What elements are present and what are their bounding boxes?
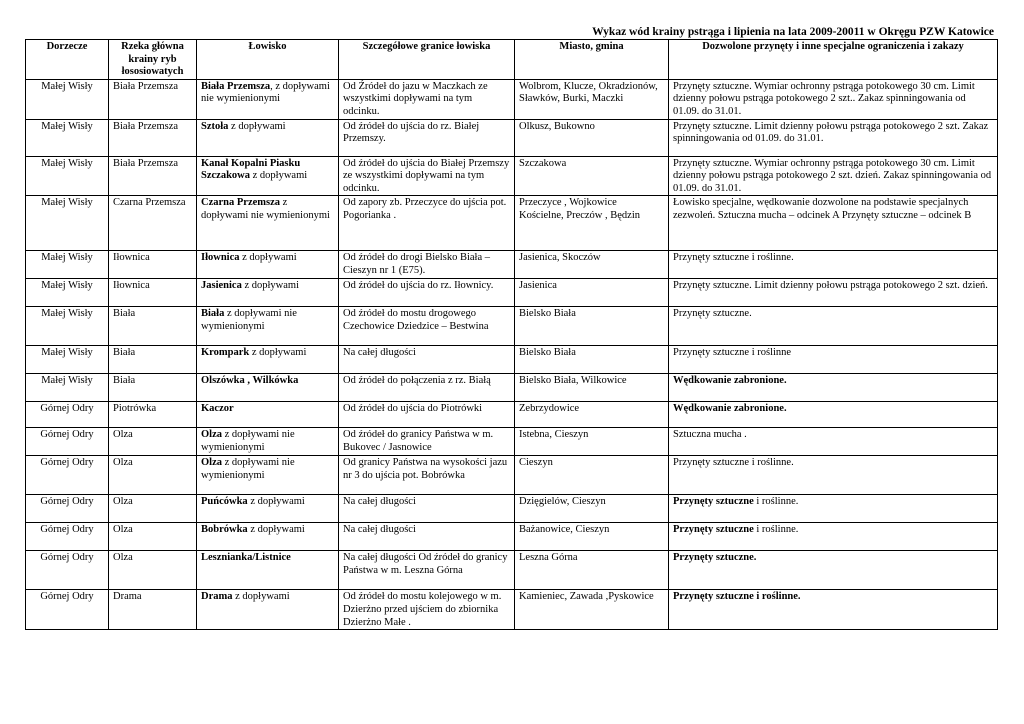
header-rules: Dozwolone przynęty i inne specjalne ograniczenia i zakazy: [669, 40, 998, 80]
fishery-cell: [197, 428, 339, 456]
basin-text: Górnej Odry: [40, 429, 94, 441]
fishery-bold-text: Jasienica: [201, 280, 242, 292]
table-row: [26, 346, 998, 374]
city-text: Dzięgielów, Cieszyn: [519, 496, 606, 508]
fishery-text: z dopływami: [239, 252, 297, 264]
basin-cell: [26, 119, 109, 156]
basin-cell: [26, 251, 109, 279]
rules-bold-text: Wędkowanie zabronione.: [673, 375, 787, 387]
basin-cell: [26, 156, 109, 196]
header-basin: Dorzecze: [26, 40, 109, 80]
basin-text: Małej Wisły: [41, 197, 93, 209]
basin-text: Małej Wisły: [41, 375, 93, 387]
fishery-bold-text: Iłownica: [201, 252, 240, 264]
fishery-cell: [197, 119, 339, 156]
river-text: Biała Przemsza: [113, 120, 179, 132]
rules-cell: [669, 523, 998, 551]
rules-text: Przynęty sztuczne i roślinne: [673, 347, 792, 359]
fishery-text: z dopływami: [247, 496, 305, 508]
basin-cell: [26, 495, 109, 523]
table-row: [26, 307, 998, 346]
river-text: Olza: [113, 457, 133, 469]
river-cell: [109, 374, 197, 402]
table-row: [26, 456, 998, 495]
city-cell: [515, 495, 669, 523]
boundaries-cell: [339, 402, 515, 428]
city-cell: [515, 251, 669, 279]
city-cell: [515, 196, 669, 251]
river-text: Olza: [113, 524, 133, 536]
rules-text: i roślinne.: [753, 496, 799, 508]
city-cell: [515, 307, 669, 346]
rules-bold-text: Przynęty sztuczne i roślinne.: [673, 591, 801, 603]
boundaries-text: Od źródeł do mostu drogowego Czechowice Dziedzice – Bestwina: [343, 308, 489, 332]
basin-text: Małej Wisły: [41, 347, 93, 359]
basin-cell: [26, 402, 109, 428]
rules-text: Przynęty sztuczne i roślinne.: [673, 252, 794, 264]
river-text: Drama: [113, 591, 142, 603]
fishery-cell: [197, 196, 339, 251]
river-cell: [109, 279, 197, 307]
river-cell: [109, 495, 197, 523]
river-cell: [109, 307, 197, 346]
fishing-waters-table: [25, 39, 998, 630]
river-cell: [109, 119, 197, 156]
river-cell: [109, 346, 197, 374]
boundaries-text: Na całej długości: [343, 347, 416, 359]
fishery-bold-text: Czarna Przemsza: [201, 197, 281, 209]
fishery-cell: [197, 402, 339, 428]
fishery-text: z dopływami nie wymienionymi: [201, 429, 295, 453]
fishery-bold-text: Bobrówka: [201, 524, 248, 536]
boundaries-cell: [339, 523, 515, 551]
city-text: Bielsko Biała: [519, 347, 576, 359]
fishery-bold-text: Kaczor: [201, 403, 234, 415]
basin-text: Górnej Odry: [40, 496, 94, 508]
city-text: Jasienica, Skoczów: [519, 252, 601, 264]
fishery-bold-text: Olszówka , Wilkówka: [201, 375, 299, 387]
rules-text: Łowisko specjalne, wędkowanie dozwolone na podstawie specjalnych zezwoleń. Sztuczna mucha – odcinek A Przynęty sztuczne – odcinek B: [673, 197, 972, 221]
boundaries-cell: [339, 590, 515, 630]
fishery-cell: [197, 279, 339, 307]
river-cell: [109, 402, 197, 428]
basin-text: Małej Wisły: [41, 252, 93, 264]
fishery-text: z dopływami: [249, 347, 307, 359]
basin-text: Górnej Odry: [40, 552, 94, 564]
table-row: [26, 523, 998, 551]
header-main-river: Rzeka główna krainy ryb łososiowatych: [109, 40, 197, 80]
basin-cell: [26, 307, 109, 346]
boundaries-cell: [339, 307, 515, 346]
rules-cell: [669, 79, 998, 119]
rules-cell: [669, 346, 998, 374]
table-row: [26, 495, 998, 523]
fishery-cell: [197, 590, 339, 630]
header-boundaries: Szczegółowe granice łowiska: [339, 40, 515, 80]
fishery-bold-text: Sztoła: [201, 120, 229, 132]
river-text: Iłownica: [113, 280, 150, 292]
rules-text: Przynęty sztuczne.: [673, 308, 752, 320]
river-cell: [109, 156, 197, 196]
river-text: Biała Przemsza: [113, 80, 179, 92]
basin-text: Górnej Odry: [40, 457, 94, 469]
rules-cell: [669, 119, 998, 156]
river-text: Biała: [113, 308, 136, 320]
boundaries-text: Od Źródeł do jazu w Maczkach ze wszystkimi dopływami na tym odcinku.: [343, 80, 488, 117]
boundaries-text: Na całej długości: [343, 496, 416, 508]
boundaries-text: Od źródeł do ujścia do Piotrówki: [343, 403, 483, 415]
city-cell: [515, 79, 669, 119]
fishery-text: z dopływami: [232, 591, 290, 603]
river-cell: [109, 590, 197, 630]
rules-cell: [669, 307, 998, 346]
city-text: Istebna, Cieszyn: [519, 429, 589, 441]
boundaries-text: Od źródeł do ujścia do Białej Przemszy ze wszystkimi dopływami na tym odcinku.: [343, 157, 510, 194]
boundaries-cell: [339, 119, 515, 156]
fishery-cell: [197, 307, 339, 346]
fishery-cell: [197, 346, 339, 374]
fishery-cell: [197, 551, 339, 590]
fishery-bold-text: Krompark: [201, 347, 250, 359]
document-title: Wykaz wód krainy pstrąga i lipienia na lata 2009-20011 w Okręgu PZW Katowice: [592, 26, 994, 38]
rules-bold-text: Wędkowanie zabronione.: [673, 403, 787, 415]
city-cell: [515, 456, 669, 495]
rules-text: Przynęty sztuczne. Limit dzienny połowu pstrąga potokowego 2 szt. dzień.: [673, 280, 988, 292]
fishery-bold-text: Lesznianka/Listnice: [201, 552, 291, 564]
rules-cell: [669, 251, 998, 279]
city-cell: [515, 590, 669, 630]
city-cell: [515, 551, 669, 590]
city-text: Przeczyce , Wojkowice Kościelne, Preczów , Będzin: [519, 197, 641, 221]
basin-text: Małej Wisły: [41, 120, 93, 132]
river-cell: [109, 456, 197, 495]
rules-bold-text: Przynęty sztuczne: [673, 524, 754, 536]
table-row: [26, 374, 998, 402]
city-text: Bielsko Biała: [519, 308, 576, 320]
basin-cell: [26, 523, 109, 551]
rules-text: Przynęty sztuczne. Limit dzienny połowu pstrąga potokowego 2 szt. Zakaz spinningowania od 01.09. do 31.01.: [673, 120, 989, 145]
city-cell: [515, 374, 669, 402]
fishery-cell: [197, 79, 339, 119]
basin-text: Górnej Odry: [40, 524, 94, 536]
rules-cell: [669, 196, 998, 251]
boundaries-cell: [339, 346, 515, 374]
table-row: [26, 551, 998, 590]
rules-cell: [669, 402, 998, 428]
boundaries-text: Na całej długości: [343, 524, 416, 536]
river-cell: [109, 79, 197, 119]
city-cell: [515, 119, 669, 156]
fishery-bold-text: Puńcówka: [201, 496, 248, 508]
basin-cell: [26, 456, 109, 495]
city-cell: [515, 346, 669, 374]
rules-cell: [669, 428, 998, 456]
table-row: [26, 251, 998, 279]
fishery-bold-text: Biała: [201, 308, 225, 320]
table-row: [26, 196, 998, 251]
boundaries-text: Od zapory zb. Przeczyce do ujścia pot. Pogorianka .: [343, 197, 507, 221]
boundaries-cell: [339, 495, 515, 523]
fishery-bold-text: Biała Przemsza: [201, 80, 271, 92]
rules-cell: [669, 495, 998, 523]
table-row: [26, 402, 998, 428]
city-text: Kamieniec, Zawada ,Pyskowice: [519, 591, 654, 603]
fishery-cell: [197, 456, 339, 495]
city-text: Zebrzydowice: [519, 403, 580, 415]
fishery-cell: [197, 374, 339, 402]
table-header-row: [26, 40, 998, 80]
boundaries-cell: [339, 79, 515, 119]
basin-text: Małej Wisły: [41, 157, 93, 169]
basin-cell: [26, 428, 109, 456]
river-text: Biała: [113, 375, 136, 387]
fishery-text: z dopływami: [250, 170, 308, 182]
fishery-cell: [197, 156, 339, 196]
basin-cell: [26, 374, 109, 402]
basin-cell: [26, 279, 109, 307]
fishery-cell: [197, 495, 339, 523]
rules-cell: [669, 279, 998, 307]
boundaries-text: Od źródeł do ujścia do rz. Iłownicy.: [343, 280, 494, 292]
river-text: Iłownica: [113, 252, 150, 264]
boundaries-text: Od źródeł do połączenia z rz. Białą: [343, 375, 491, 387]
table-row: [26, 590, 998, 630]
fishery-bold-text: Drama: [201, 591, 233, 603]
boundaries-cell: [339, 428, 515, 456]
boundaries-text: Od źródeł do drogi Bielsko Biała –Cieszyn nr 1 (E75).: [343, 252, 490, 276]
rules-text: i roślinne.: [753, 524, 799, 536]
fishery-bold-text: Olza: [201, 457, 222, 469]
river-text: Piotrówka: [113, 403, 157, 415]
table-row: [26, 279, 998, 307]
fishery-text: , z dopływami nie wymienionymi: [201, 80, 330, 105]
fishery-text: z dopływami: [228, 120, 286, 132]
boundaries-cell: [339, 196, 515, 251]
river-text: Czarna Przemsza: [113, 197, 186, 209]
basin-text: Małej Wisły: [41, 80, 93, 92]
rules-text: Przynęty sztuczne. Wymiar ochronny pstrąga potokowego 30 cm. Limit dzienny połowu pstrąga potokowego 2 szt. dzień. Zakaz spinningowania od 01.09. do 31.01.: [673, 157, 992, 194]
table-body: [26, 79, 998, 629]
city-text: Szczakowa: [519, 157, 567, 169]
rules-text: Przynęty sztuczne. Wymiar ochronny pstrąga potokowego 30 cm. Limit dzienny połowu pstrąga potokowego 2 szt.. Zakaz spinningowania od 01.09. do 31.01.: [673, 80, 975, 117]
river-text: Olza: [113, 496, 133, 508]
river-text: Biała: [113, 347, 136, 359]
basin-cell: [26, 590, 109, 630]
city-cell: [515, 428, 669, 456]
city-cell: [515, 279, 669, 307]
basin-cell: [26, 196, 109, 251]
city-text: Bielsko Biała, Wilkowice: [519, 375, 627, 387]
rules-cell: [669, 590, 998, 630]
boundaries-cell: [339, 456, 515, 495]
boundaries-cell: [339, 551, 515, 590]
boundaries-cell: [339, 374, 515, 402]
city-cell: [515, 523, 669, 551]
fishery-text: z dopływami: [241, 280, 299, 292]
table-row: [26, 428, 998, 456]
basin-cell: [26, 346, 109, 374]
city-text: Bażanowice, Cieszyn: [519, 524, 610, 536]
city-text: Olkusz, Bukowno: [519, 120, 595, 132]
river-cell: [109, 196, 197, 251]
basin-cell: [26, 79, 109, 119]
table-row: [26, 156, 998, 196]
river-text: Olza: [113, 552, 133, 564]
basin-text: Małej Wisły: [41, 280, 93, 292]
fishery-cell: [197, 251, 339, 279]
boundaries-text: Od granicy Państwa na wysokości jazu nr 3 do ujścia pot. Bobrówka: [343, 457, 508, 481]
rules-bold-text: Przynęty sztuczne.: [673, 552, 757, 564]
rules-text: Przynęty sztuczne i roślinne.: [673, 457, 794, 469]
rules-cell: [669, 156, 998, 196]
boundaries-text: Od źródeł do mostu kolejowego w m. Dzierżno przed ujściem do zbiornika Dzierżno Małe .: [343, 591, 502, 628]
city-cell: [515, 156, 669, 196]
rules-cell: [669, 551, 998, 590]
rules-cell: [669, 374, 998, 402]
boundaries-cell: [339, 156, 515, 196]
city-text: Cieszyn: [519, 457, 553, 469]
fishery-text: z dopływami nie wymienionymi: [201, 197, 330, 221]
city-cell: [515, 402, 669, 428]
river-cell: [109, 428, 197, 456]
boundaries-cell: [339, 251, 515, 279]
boundaries-cell: [339, 279, 515, 307]
fishery-text: z dopływami nie wymienionymi: [201, 457, 295, 481]
city-text: Jasienica: [519, 280, 557, 292]
table-row: [26, 79, 998, 119]
basin-cell: [26, 551, 109, 590]
river-cell: [109, 551, 197, 590]
basin-text: Górnej Odry: [40, 591, 94, 603]
rules-cell: [669, 456, 998, 495]
boundaries-text: Od źródeł do granicy Państwa w m. Bukovec / Jasnowice: [343, 429, 494, 453]
boundaries-text: Od źródeł do ujścia do rz. Białej Przemszy.: [343, 120, 480, 145]
fishery-cell: [197, 523, 339, 551]
fishery-text: z dopływami nie wymienionymi: [201, 308, 297, 332]
river-cell: [109, 251, 197, 279]
city-text: Leszna Górna: [519, 552, 578, 564]
fishery-bold-text: Kanał Kopalni Piasku Szczakowa: [201, 157, 301, 182]
fishery-text: z dopływami: [247, 524, 305, 536]
rules-text: Sztuczna mucha .: [673, 429, 747, 441]
basin-text: Górnej Odry: [40, 403, 94, 415]
header-city: Miasto, gmina: [515, 40, 669, 80]
basin-text: Małej Wisły: [41, 308, 93, 320]
river-text: Olza: [113, 429, 133, 441]
table-row: [26, 119, 998, 156]
fishery-bold-text: Olza: [201, 429, 222, 441]
boundaries-text: Na całej długości Od źródeł do granicy Państwa w m. Leszna Górna: [343, 552, 508, 576]
header-fishery: Łowisko: [197, 40, 339, 80]
rules-bold-text: Przynęty sztuczne: [673, 496, 754, 508]
river-cell: [109, 523, 197, 551]
city-text: Wolbrom, Klucze, Okradzionów, Sławków, Burki, Maczki: [519, 80, 658, 105]
river-text: Biała Przemsza: [113, 157, 179, 169]
